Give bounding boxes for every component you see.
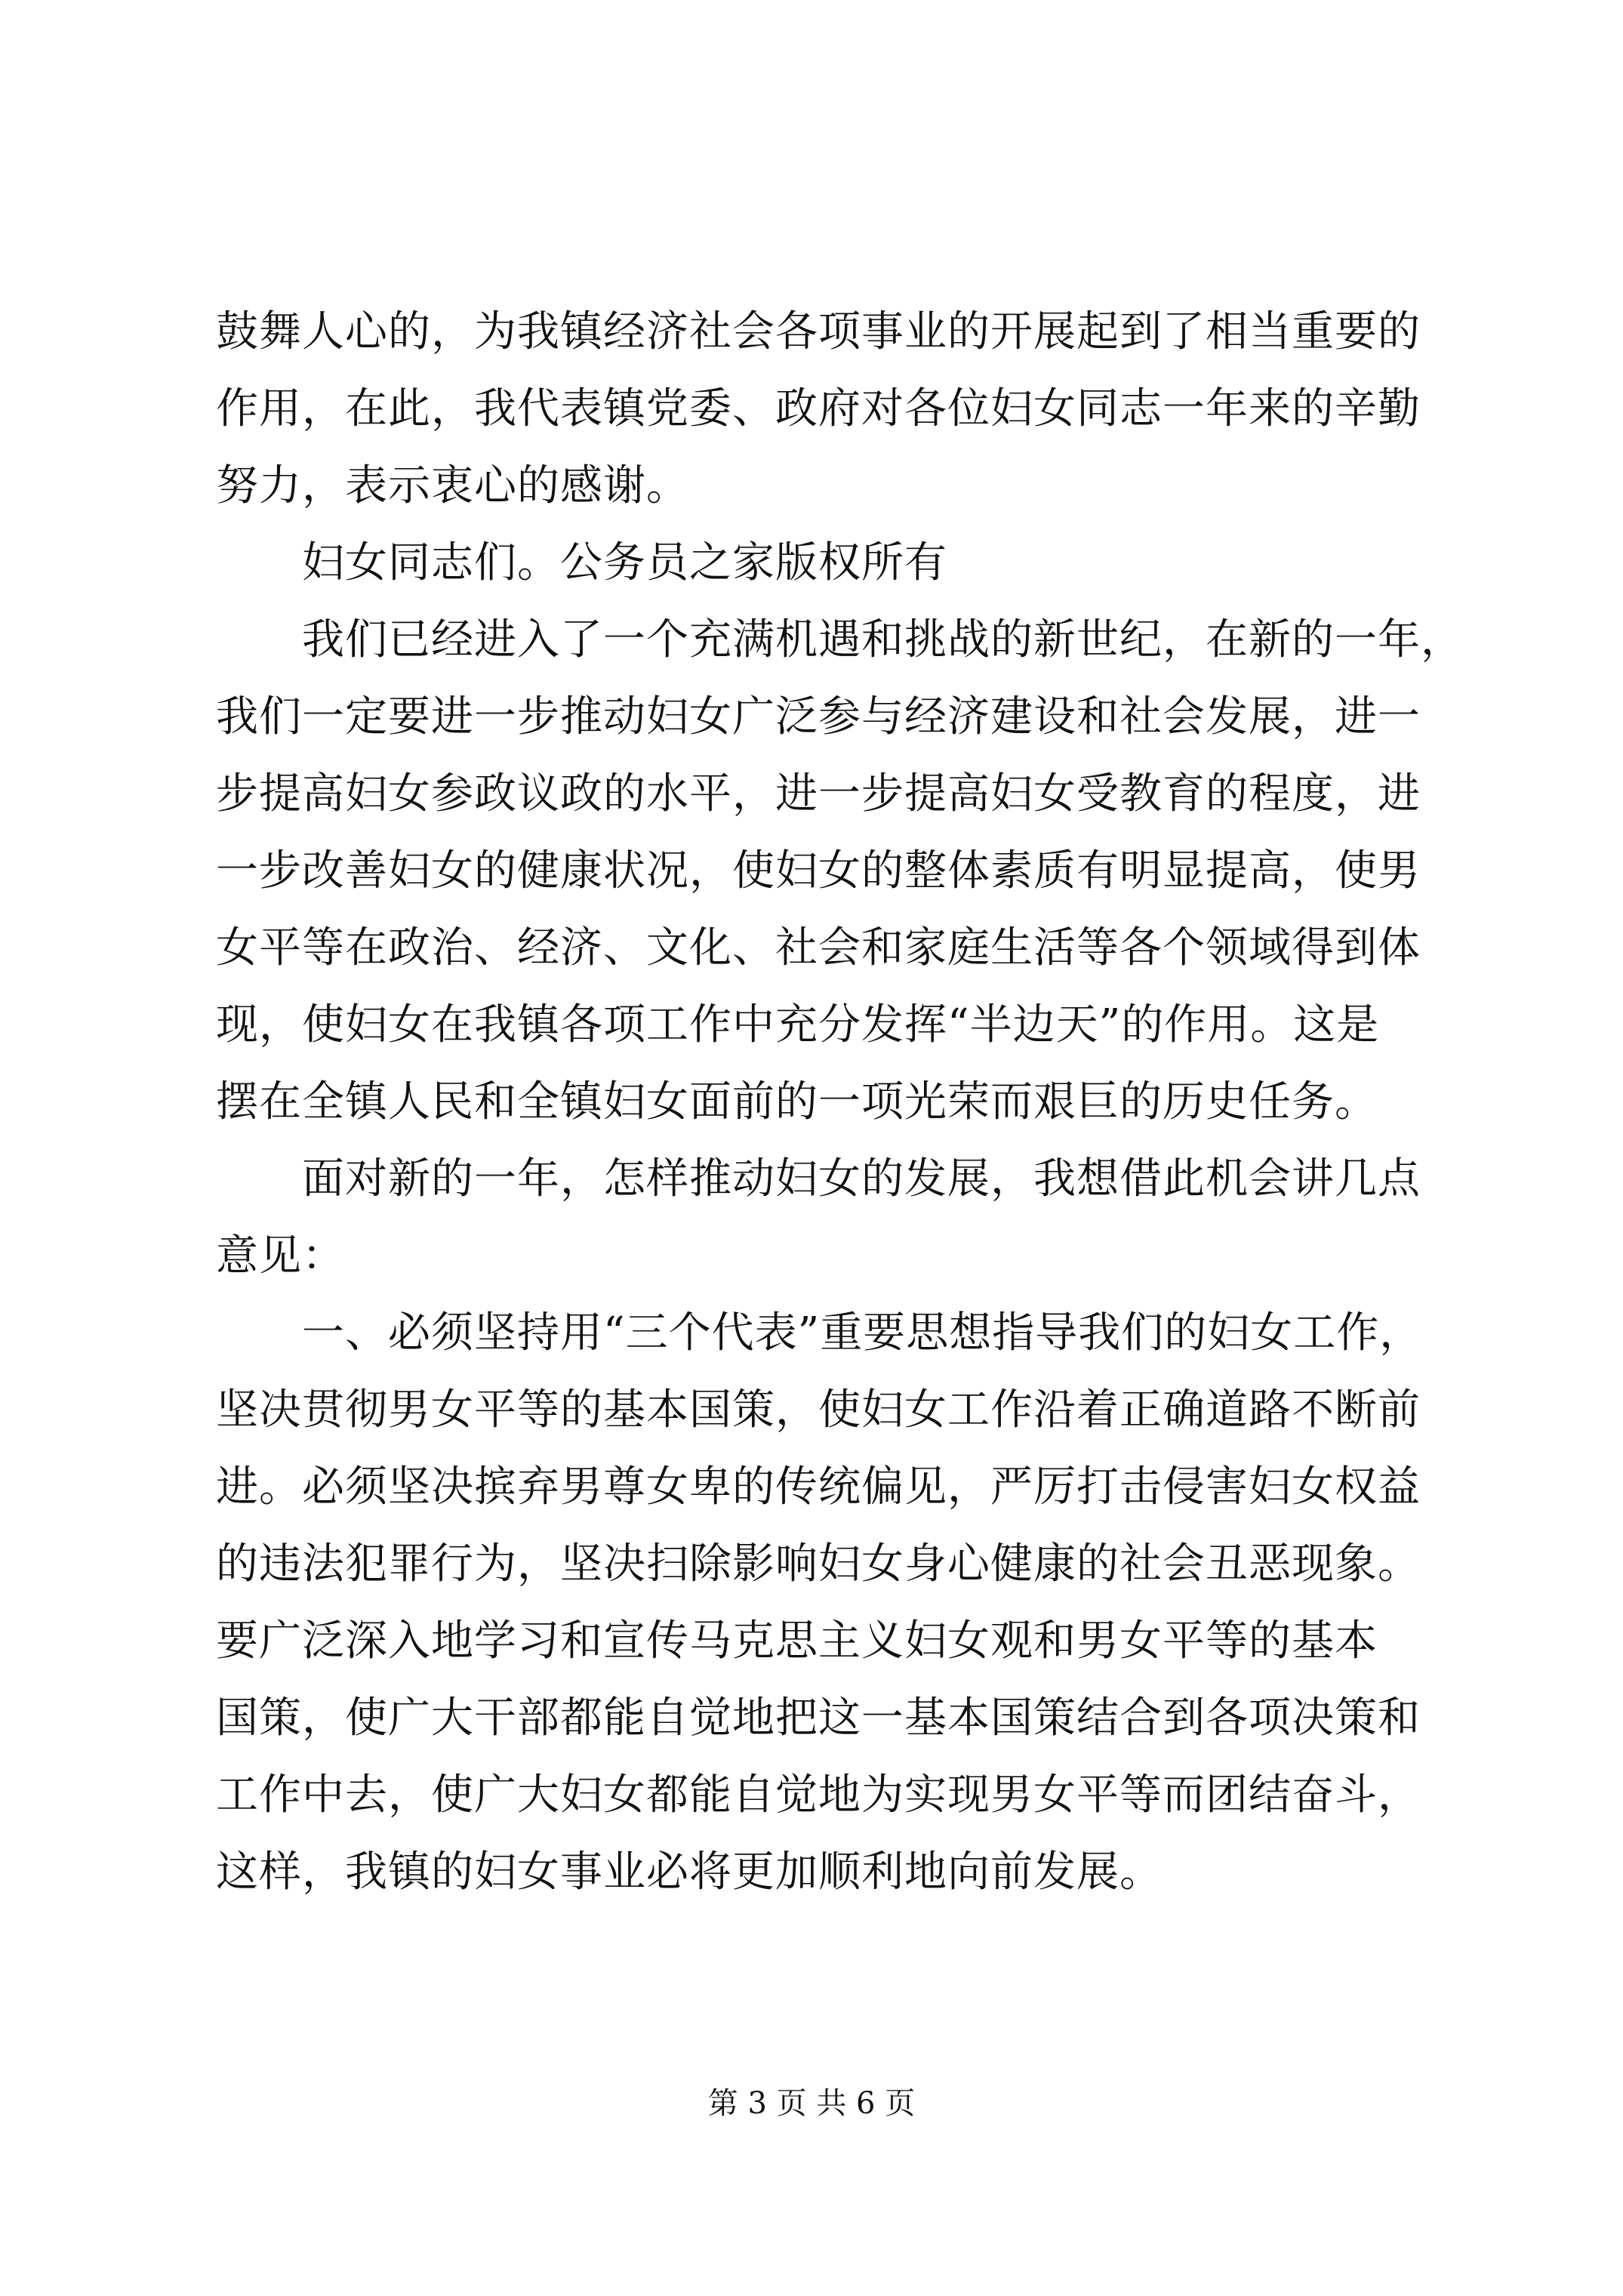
paragraph-first-line: 一、必须坚持用“三个代表”重要思想指导我们的妇女工作，	[302, 1308, 1423, 1358]
text-line: 要广泛深入地学习和宣传马克思主义妇女观和男女平等的基本	[216, 1616, 1378, 1666]
text-line: 现，使妇女在我镇各项工作中充分发挥“半边天”的作用。这是	[216, 1000, 1380, 1049]
text-line: 我们一定要进一步推动妇女广泛参与经济建设和社会发展，进一	[216, 692, 1421, 741]
text-line: 努力，表示衷心的感谢。	[216, 461, 689, 510]
text-line: 国策，使广大干部都能自觉地把这一基本国策结合到各项决策和	[216, 1693, 1421, 1743]
paragraph-first-line: 我们已经进入了一个充满机遇和挑战的新世纪，在新的一年，	[302, 615, 1464, 664]
paragraph-first-line: 面对新的一年，怎样推动妇女的发展，我想借此机会讲几点	[302, 1154, 1421, 1203]
paragraph-first-line: 妇女同志们。公务员之家版权所有	[302, 538, 947, 587]
text-line: 作用，在此，我代表镇党委、政府对各位妇女同志一年来的辛勤	[216, 384, 1421, 433]
text-line: 步提高妇女参政议政的水平，进一步提高妇女受教育的程度，进	[216, 769, 1421, 818]
text-line: 意见：	[216, 1231, 345, 1281]
text-line: 进。必须坚决摈弃男尊女卑的传统偏见，严厉打击侵害妇女权益	[216, 1462, 1421, 1512]
text-line: 鼓舞人心的，为我镇经济社会各项事业的开展起到了相当重要的	[216, 307, 1421, 356]
text-line: 工作中去，使广大妇女都能自觉地为实现男女平等而团结奋斗，	[216, 1771, 1421, 1820]
text-line: 一步改善妇女的健康状况，使妇女的整体素质有明显提高，使男	[216, 846, 1421, 895]
text-line: 坚决贯彻男女平等的基本国策，使妇女工作沿着正确道路不断前	[216, 1385, 1421, 1435]
text-line: 女平等在政治、经济、文化、社会和家庭生活等各个领域得到体	[216, 923, 1421, 972]
text-line: 这样，我镇的妇女事业必将更加顺利地向前发展。	[216, 1848, 1163, 1897]
text-line: 的违法犯罪行为，坚决扫除影响妇女身心健康的社会丑恶现象。	[216, 1539, 1421, 1589]
text-line: 摆在全镇人民和全镇妇女面前的一项光荣而艰巨的历史任务。	[216, 1077, 1378, 1126]
page-number-footer: 第 3 页 共 6 页	[707, 2086, 916, 2121]
